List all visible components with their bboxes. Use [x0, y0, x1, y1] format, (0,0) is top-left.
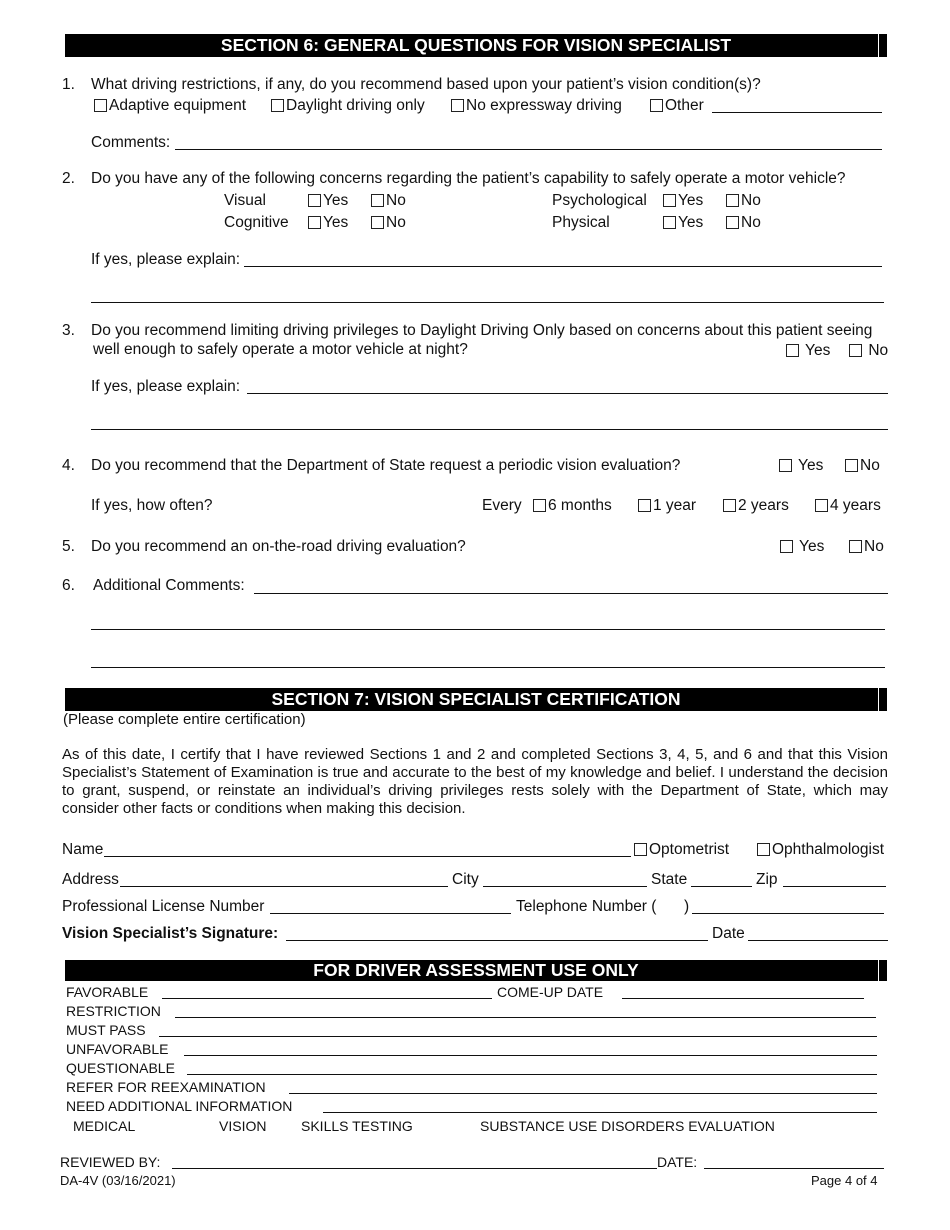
unfavorable-field[interactable] [184, 1055, 877, 1056]
refer-field[interactable] [289, 1093, 877, 1094]
date-field[interactable] [748, 940, 888, 941]
must-pass-label: MUST PASS [66, 1022, 146, 1038]
city-field[interactable] [483, 886, 647, 887]
q2-number: 2. [62, 170, 75, 187]
q2-text: Do you have any of the following concerns regarding the patient’s capability to safely operate a motor vehicle? [91, 170, 846, 187]
category-substance-use: SUBSTANCE USE DISORDERS EVALUATION [480, 1118, 775, 1134]
checkbox[interactable] [533, 499, 546, 512]
q5-text: Do you recommend an on-the-road driving evaluation? [91, 538, 466, 555]
state-field[interactable] [691, 886, 752, 887]
section-7-header [65, 688, 887, 711]
checkbox[interactable] [757, 843, 770, 856]
checkbox[interactable] [638, 499, 651, 512]
signature-label: Vision Specialist’s Signature: [62, 925, 279, 942]
zip-field[interactable] [783, 886, 886, 887]
q1-comments-label: Comments: [91, 134, 171, 151]
checkbox[interactable] [371, 194, 384, 207]
q3-explain-label: If yes, please explain: [91, 378, 241, 395]
checkbox[interactable] [650, 99, 663, 112]
checkbox[interactable] [371, 216, 384, 229]
q4-how-often-label: If yes, how often? [91, 497, 213, 514]
q2-physical-label: Physical [552, 214, 610, 231]
address-field[interactable] [120, 886, 448, 887]
q1-opt-no-expressway[interactable]: No expressway driving [451, 97, 622, 115]
category-vision: VISION [219, 1118, 267, 1134]
address-label: Address [62, 871, 119, 888]
q2-cognitive-no[interactable]: No [371, 214, 406, 232]
section-6-title: SECTION 6: GENERAL QUESTIONS FOR VISION SPECIALIST [220, 35, 732, 55]
q4-every-label: Every [482, 497, 522, 514]
q2-explain-field[interactable] [244, 266, 882, 267]
q2-cognitive-label: Cognitive [224, 214, 289, 231]
category-skills-testing: SKILLS TESTING [301, 1118, 413, 1134]
q5-no[interactable]: No [849, 538, 884, 556]
telephone-field[interactable] [692, 913, 884, 914]
checkbox[interactable] [634, 843, 647, 856]
section-7-note: (Please complete entire certification) [63, 711, 306, 728]
checkbox[interactable] [849, 344, 862, 357]
q1-text: What driving restrictions, if any, do you recommend based upon your patient’s vision condition(s)? [91, 76, 761, 93]
section-6-header [65, 34, 887, 57]
name-field[interactable] [104, 856, 631, 857]
q3-explain-field-2[interactable] [91, 429, 888, 430]
q4-opt-4-years[interactable]: 4 years [815, 497, 881, 515]
name-label: Name [62, 841, 104, 858]
checkbox[interactable] [780, 540, 793, 553]
checkbox[interactable] [726, 194, 739, 207]
q1-opt-other[interactable]: Other [650, 97, 704, 115]
q2-physical-no[interactable]: No [726, 214, 761, 232]
q2-visual-yes[interactable]: Yes [308, 192, 348, 210]
license-field[interactable] [270, 913, 511, 914]
checkbox[interactable] [308, 216, 321, 229]
reviewed-by-field[interactable] [172, 1168, 657, 1169]
q2-visual-label: Visual [224, 192, 266, 209]
q3-text-line1: Do you recommend limiting driving privileges to Daylight Driving Only based on concerns about this patient seeing [91, 322, 873, 339]
reviewed-by-label: REVIEWED BY: [60, 1154, 161, 1170]
favorable-label: FAVORABLE [66, 984, 149, 1000]
q1-opt-adaptive[interactable]: Adaptive equipment [94, 97, 246, 115]
q4-no[interactable]: No [845, 457, 880, 475]
telephone-close-paren: ) [684, 898, 690, 915]
q3-number: 3. [62, 322, 75, 339]
refer-label: REFER FOR REEXAMINATION [66, 1079, 266, 1095]
come-up-date-field[interactable] [622, 998, 864, 999]
signature-field[interactable] [286, 940, 708, 941]
city-label: City [452, 871, 479, 888]
ophthalmologist-option[interactable]: Ophthalmologist [757, 841, 884, 859]
q2-explain-label: If yes, please explain: [91, 251, 241, 268]
q2-cognitive-yes[interactable]: Yes [308, 214, 348, 232]
q6-text: Additional Comments: [93, 577, 245, 594]
checkbox[interactable] [815, 499, 828, 512]
q4-opt-1-year[interactable]: 1 year [638, 497, 696, 515]
q2-visual-no[interactable]: No [371, 192, 406, 210]
q1-other-field[interactable] [712, 112, 882, 113]
q3-yes[interactable]: Yes [786, 342, 830, 360]
checkbox[interactable] [845, 459, 858, 472]
category-medical: MEDICAL [73, 1118, 136, 1134]
favorable-field[interactable] [162, 998, 492, 999]
assessment-title: FOR DRIVER ASSESSMENT USE ONLY [313, 960, 639, 980]
checkbox[interactable] [723, 499, 736, 512]
restriction-field[interactable] [175, 1017, 876, 1018]
q2-explain-field-2[interactable] [91, 302, 884, 303]
q4-yes[interactable]: Yes [779, 457, 823, 475]
restriction-label: RESTRICTION [66, 1003, 161, 1019]
q5-yes[interactable]: Yes [780, 538, 824, 556]
q3-explain-field[interactable] [247, 393, 888, 394]
q2-psychological-yes[interactable]: Yes [663, 192, 703, 210]
checkbox[interactable] [94, 99, 107, 112]
checkbox[interactable] [849, 540, 862, 553]
q1-number: 1. [62, 76, 75, 93]
come-up-date-label: COME-UP DATE [497, 984, 604, 1000]
checkbox[interactable] [726, 216, 739, 229]
q3-no[interactable]: No [849, 342, 888, 360]
reviewed-date-field[interactable] [704, 1168, 884, 1169]
license-label: Professional License Number [62, 898, 265, 915]
q6-number: 6. [62, 577, 75, 594]
q2-physical-yes[interactable]: Yes [663, 214, 703, 232]
date-label: Date [712, 925, 745, 942]
need-info-label: NEED ADDITIONAL INFORMATION [66, 1098, 293, 1114]
q5-number: 5. [62, 538, 75, 555]
zip-label: Zip [756, 871, 778, 888]
q2-psychological-no[interactable]: No [726, 192, 761, 210]
must-pass-field[interactable] [159, 1036, 877, 1037]
telephone-label: Telephone Number ( [516, 898, 657, 915]
q6-comments-field-3[interactable] [91, 667, 885, 668]
section-7-title: SECTION 7: VISION SPECIALIST CERTIFICATION [271, 689, 681, 709]
q4-opt-6-months[interactable]: 6 months [533, 497, 612, 515]
state-label: State [651, 871, 688, 888]
q1-comments-field[interactable] [175, 149, 882, 150]
need-info-field[interactable] [323, 1112, 877, 1113]
checkbox[interactable] [271, 99, 284, 112]
reviewed-date-label: DATE: [657, 1154, 698, 1170]
q4-text: Do you recommend that the Department of State request a periodic vision evaluation? [91, 457, 681, 474]
checkbox[interactable] [451, 99, 464, 112]
assessment-header [65, 960, 887, 981]
form-id: DA-4V (03/16/2021) [60, 1173, 176, 1188]
q4-number: 4. [62, 457, 75, 474]
certification-statement: As of this date, I certify that I have reviewed Sections 1 and 2 and completed Sections 3, 4, 5, and 6 and that this Vision Specialist’s Statement of Examination is true and accurate to the best of my knowledge and belief. I understand the decision to grant, suspend, or reinstate an individual’s driving privileges rests solely with the Department of State, which may consider other facts or conditions when making this decision. [62, 746, 888, 817]
q6-comments-field-2[interactable] [91, 629, 885, 630]
checkbox[interactable] [779, 459, 792, 472]
optometrist-option[interactable]: Optometrist [634, 841, 729, 859]
checkbox[interactable] [786, 344, 799, 357]
q3-text-line2: well enough to safely operate a motor vehicle at night? [93, 341, 468, 358]
unfavorable-label: UNFAVORABLE [66, 1041, 169, 1057]
page-number: Page 4 of 4 [811, 1173, 878, 1188]
questionable-field[interactable] [187, 1074, 877, 1075]
q4-opt-2-years[interactable]: 2 years [723, 497, 789, 515]
q2-psychological-label: Psychological [552, 192, 647, 209]
checkbox[interactable] [308, 194, 321, 207]
checkbox[interactable] [663, 194, 676, 207]
checkbox[interactable] [663, 216, 676, 229]
q6-comments-field[interactable] [254, 593, 888, 594]
q1-opt-daylight[interactable]: Daylight driving only [271, 97, 425, 115]
questionable-label: QUESTIONABLE [66, 1060, 175, 1076]
